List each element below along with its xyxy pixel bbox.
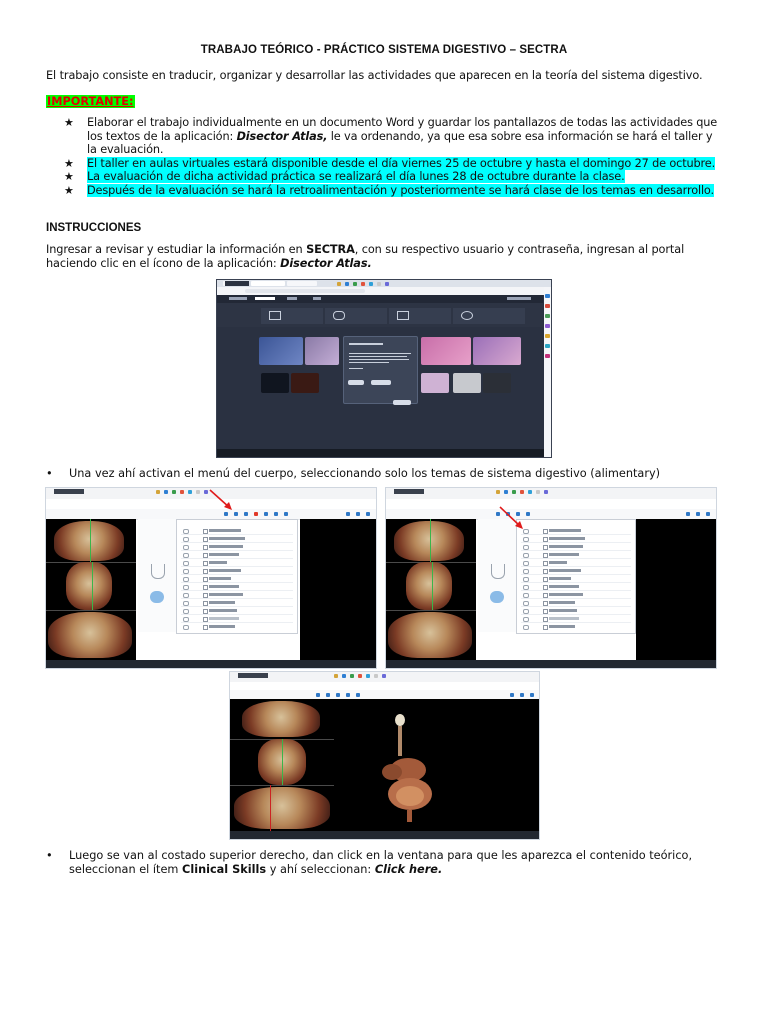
app-name: Disector Atlas, xyxy=(236,129,328,143)
step-text-part: Luego se van al costado superior derecho, dan click en la ventana para que les aparezca el contenido teórico, seleccionan el ítem xyxy=(69,849,693,876)
instructions-paragraph xyxy=(46,243,722,270)
step-text-part: y ahí seleccionan: xyxy=(266,862,375,876)
list-item xyxy=(62,184,724,198)
list-item xyxy=(62,157,724,171)
anatomy-menu-screenshot-right xyxy=(385,487,717,669)
intro-paragraph: El trabajo consiste en traducir, organizar y desarrollar las actividades que aparecen en la teoría del sistema digestivo. xyxy=(46,69,703,82)
clinical-skills-label: Clinical Skills xyxy=(182,862,267,876)
bullet-text: le va ordenando, ya que esa sobre esa información se hará el taller y la evaluación. xyxy=(87,129,713,157)
instructions-text: , con su respectivo usuario y contraseña, ingresan al portal haciendo clic en el ícono de la aplicación: xyxy=(46,243,685,270)
instructions-text: Ingresar a revisar y estudiar la información en xyxy=(46,243,307,256)
app-name: Disector Atlas. xyxy=(280,256,372,270)
bullet-text: La evaluación de dicha actividad práctica se realizará el día lunes 28 de octubre durante la clase. xyxy=(87,170,625,184)
bullet-text: Elaborar el trabajo individualmente en un documento Word y guardar los pantallazos de todas las actividades que los textos de la aplicación: xyxy=(87,116,718,143)
bullet-text: El taller en aulas virtuales estará disponible desde el día viernes 25 de octubre y hasta el domingo 27 de octubre. xyxy=(87,156,716,170)
click-here-label: Click here. xyxy=(374,862,443,876)
list-item xyxy=(62,170,724,184)
step-text xyxy=(69,849,722,876)
star-bullet-icon: ★ xyxy=(64,183,74,197)
sectra-portal-screenshot xyxy=(216,279,552,458)
star-bullet-icon: ★ xyxy=(64,156,74,170)
star-bullet-icon: ★ xyxy=(64,170,74,184)
step-text: Una vez ahí activan el menú del cuerpo, seleccionando solo los temas de sistema digestivo (alimentary) xyxy=(69,467,661,480)
digestive-organs-image xyxy=(370,712,450,827)
bullet-icon: • xyxy=(46,849,53,862)
important-label: IMPORTANTE: xyxy=(47,95,134,108)
red-arrow-icon xyxy=(496,504,532,534)
red-arrow-icon xyxy=(206,488,246,518)
anatomy-menu-screenshot-left xyxy=(45,487,377,669)
sectra-name: SECTRA xyxy=(306,243,355,256)
instructions-heading: INSTRUCCIONES xyxy=(46,222,142,234)
digestive-system-screenshot xyxy=(229,671,540,840)
bullet-text: Después de la evaluación se hará la retroalimentación y posteriormente se hará clase de los temas en desarrollo. xyxy=(87,183,714,197)
bullet-icon: • xyxy=(46,467,53,480)
star-bullet-icon: ★ xyxy=(64,116,74,129)
important-list xyxy=(62,116,724,198)
page-title: TRABAJO TEÓRICO - PRÁCTICO SISTEMA DIGESTIVO – SECTRA xyxy=(200,44,568,56)
list-item xyxy=(62,116,724,157)
